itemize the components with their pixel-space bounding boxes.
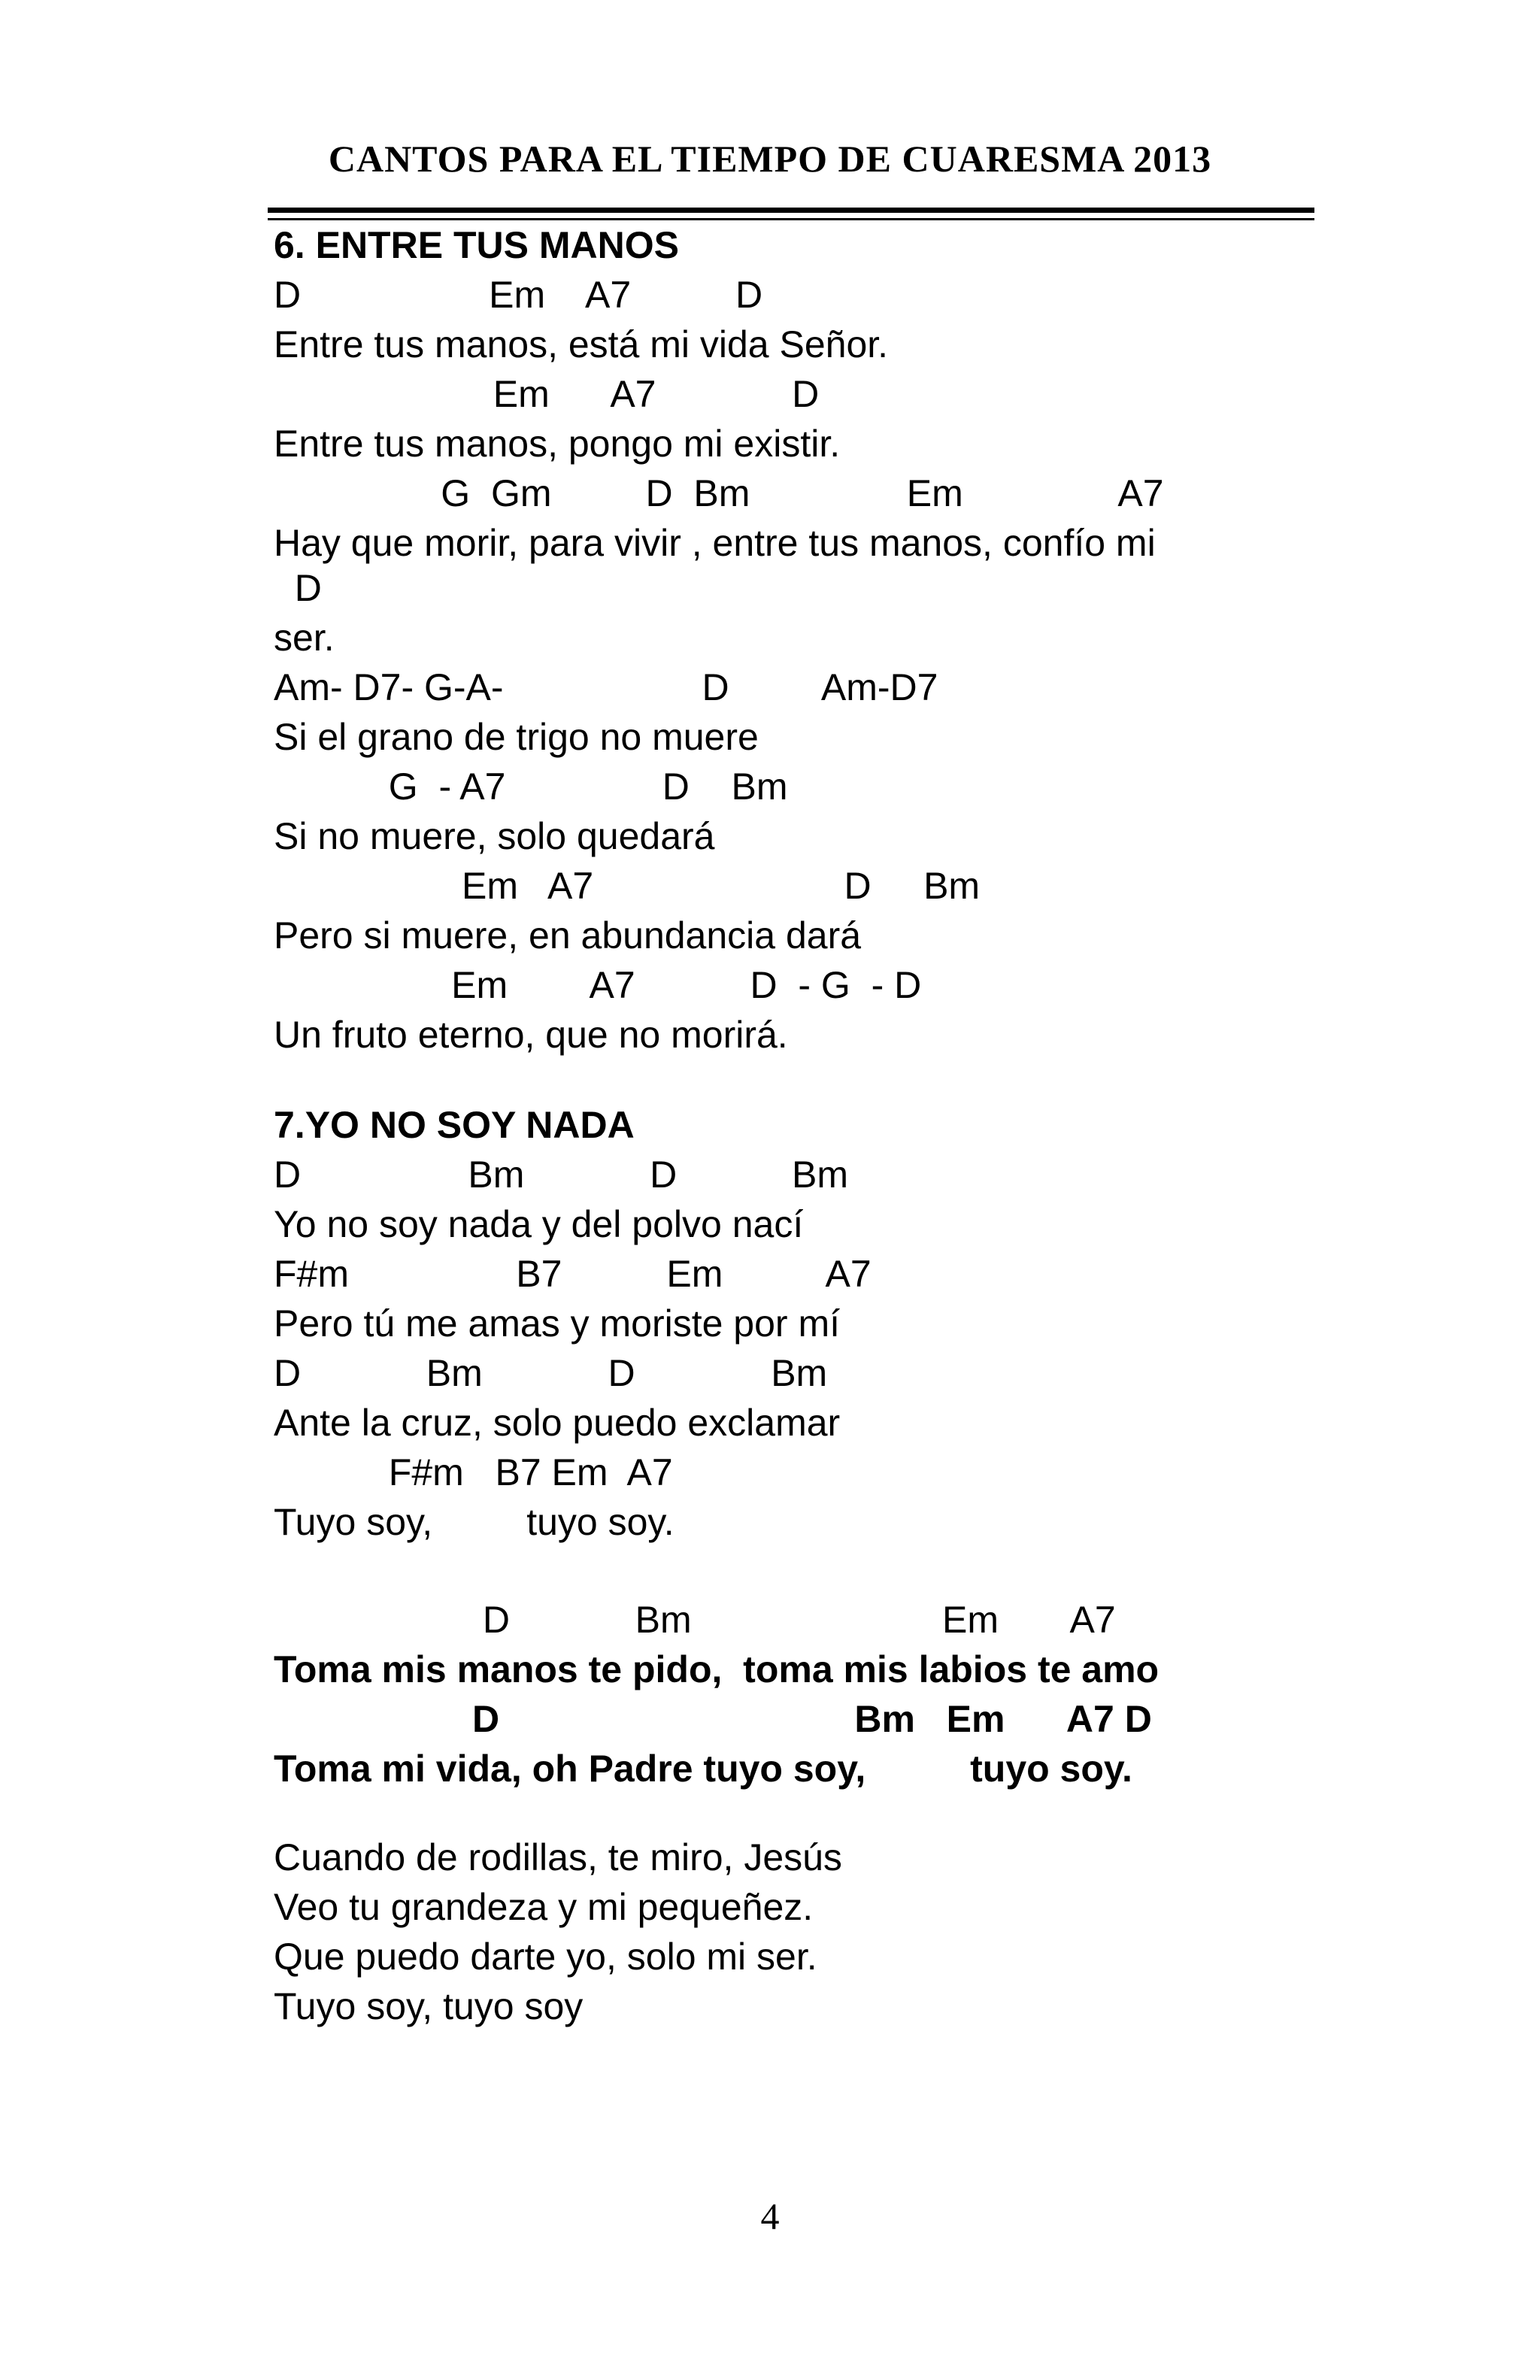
lyric-line: Hay que morir, para vivir , entre tus manos, confío mi [274, 522, 1156, 564]
chorus-lyric-line: Toma mis manos te pido, toma mis labios te amo [274, 1648, 1160, 1690]
chord-line: G - A7 D Bm [274, 766, 788, 808]
lyric-line: Que puedo darte yo, solo mi ser. [274, 1936, 817, 1978]
header-rule-thick [268, 208, 1314, 213]
chorus-chord-line: D Bm Em A7 [274, 1599, 1116, 1641]
lyric-line: ser. [274, 617, 335, 659]
lyric-line: Yo no soy nada y del polvo nací [274, 1203, 804, 1245]
chord-line: F#m B7 Em A7 [274, 1451, 673, 1493]
lyric-line: Tuyo soy, tuyo soy. [274, 1501, 675, 1543]
chord-line: Em A7 D [274, 373, 820, 415]
lyric-line: Tuyo soy, tuyo soy [274, 1985, 584, 2027]
lyric-line: Cuando de rodillas, te miro, Jesús [274, 1836, 842, 1878]
header-rule-thin [268, 218, 1314, 220]
lyric-line: Pero tú me amas y moriste por mí [274, 1302, 841, 1345]
lyric-line: Veo tu grandeza y mi pequeñez. [274, 1886, 814, 1928]
lyric-line: Entre tus manos, está mi vida Señor. [274, 323, 889, 365]
lyric-line: Si no muere, solo quedará [274, 815, 715, 857]
song-title: 6. ENTRE TUS MANOS [274, 224, 679, 266]
chord-line: F#m B7 Em A7 [274, 1253, 872, 1295]
lyric-line: Entre tus manos, pongo mi existir. [274, 423, 841, 465]
chord-line: D Em A7 D [274, 274, 763, 316]
lyric-line: Si el grano de trigo no muere [274, 716, 759, 758]
chorus-chord-line: D Bm Em A7 D [274, 1698, 1152, 1740]
chord-line: D Bm D Bm [274, 1154, 848, 1196]
lyric-line: Ante la cruz, solo puedo exclamar [274, 1402, 841, 1444]
chord-line: D [274, 567, 322, 609]
chord-line: D Bm D Bm [274, 1352, 828, 1394]
page-number: 4 [760, 2195, 780, 2237]
chord-line: Em A7 D Bm [274, 865, 981, 907]
lyric-line: Un fruto eterno, que no morirá. [274, 1014, 788, 1056]
song-title: 7.YO NO SOY NADA [274, 1104, 635, 1146]
page-header-title: CANTOS PARA EL TIEMPO DE CUARESMA 2013 [328, 138, 1212, 180]
chord-line: G Gm D Bm Em A7 [274, 472, 1164, 514]
chord-line: Em A7 D - G - D [274, 964, 922, 1006]
lyric-line: Pero si muere, en abundancia dará [274, 914, 862, 957]
chord-line: Am- D7- G-A- D Am-D7 [274, 666, 938, 708]
chorus-lyric-line: Toma mi vida, oh Padre tuyo soy, tuyo soy. [274, 1748, 1132, 1790]
